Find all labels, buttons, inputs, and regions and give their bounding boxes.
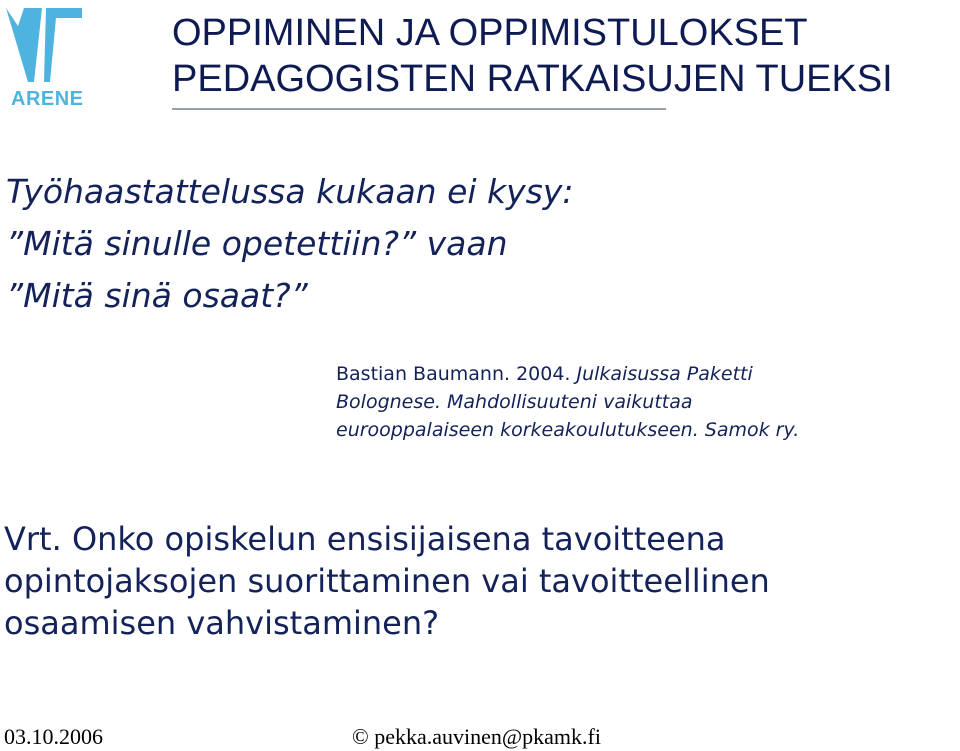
arene-logo-mark-icon <box>4 4 84 88</box>
footer-date: 03.10.2006 <box>4 724 103 749</box>
title-line-2: PEDAGOGISTEN RATKAISUJEN TUEKSI <box>172 58 893 100</box>
page-title <box>172 10 893 102</box>
logo-text: ARENE <box>11 88 84 110</box>
reference-line-3: eurooppalaiseen korkeakoulutukseen. Samok ry. <box>336 419 800 441</box>
question-block <box>4 518 770 644</box>
quote-block <box>6 166 574 322</box>
question-line-1: Vrt. Onko opiskelun ensisijaisena tavoitteena <box>4 520 726 558</box>
quote-line-1: Työhaastattelussa kukaan ei kysy: <box>6 172 574 211</box>
quote-line-2: ”Mitä sinulle opetettiin?” vaan <box>6 224 508 263</box>
reference-line-1 <box>336 360 799 388</box>
arene-logo <box>4 4 84 108</box>
quote-line-3: ”Mitä sinä osaat?” <box>6 276 308 315</box>
reference-author: Bastian Baumann. 2004. <box>336 363 577 385</box>
title-divider <box>172 108 666 110</box>
reference-publication: Julkaisussa Paketti <box>576 363 753 385</box>
reference-block <box>336 360 799 444</box>
question-line-2: opintojaksojen suorittaminen vai tavoitteellinen <box>4 562 770 600</box>
reference-line-2: Bolognese. Mahdollisuuteni vaikuttaa <box>336 391 693 413</box>
title-line-1: OPPIMINEN JA OPPIMISTULOKSET <box>172 12 808 54</box>
question-line-3: osaamisen vahvistaminen? <box>4 604 440 642</box>
footer-email: © pekka.auvinen@pkamk.fi <box>352 724 601 749</box>
